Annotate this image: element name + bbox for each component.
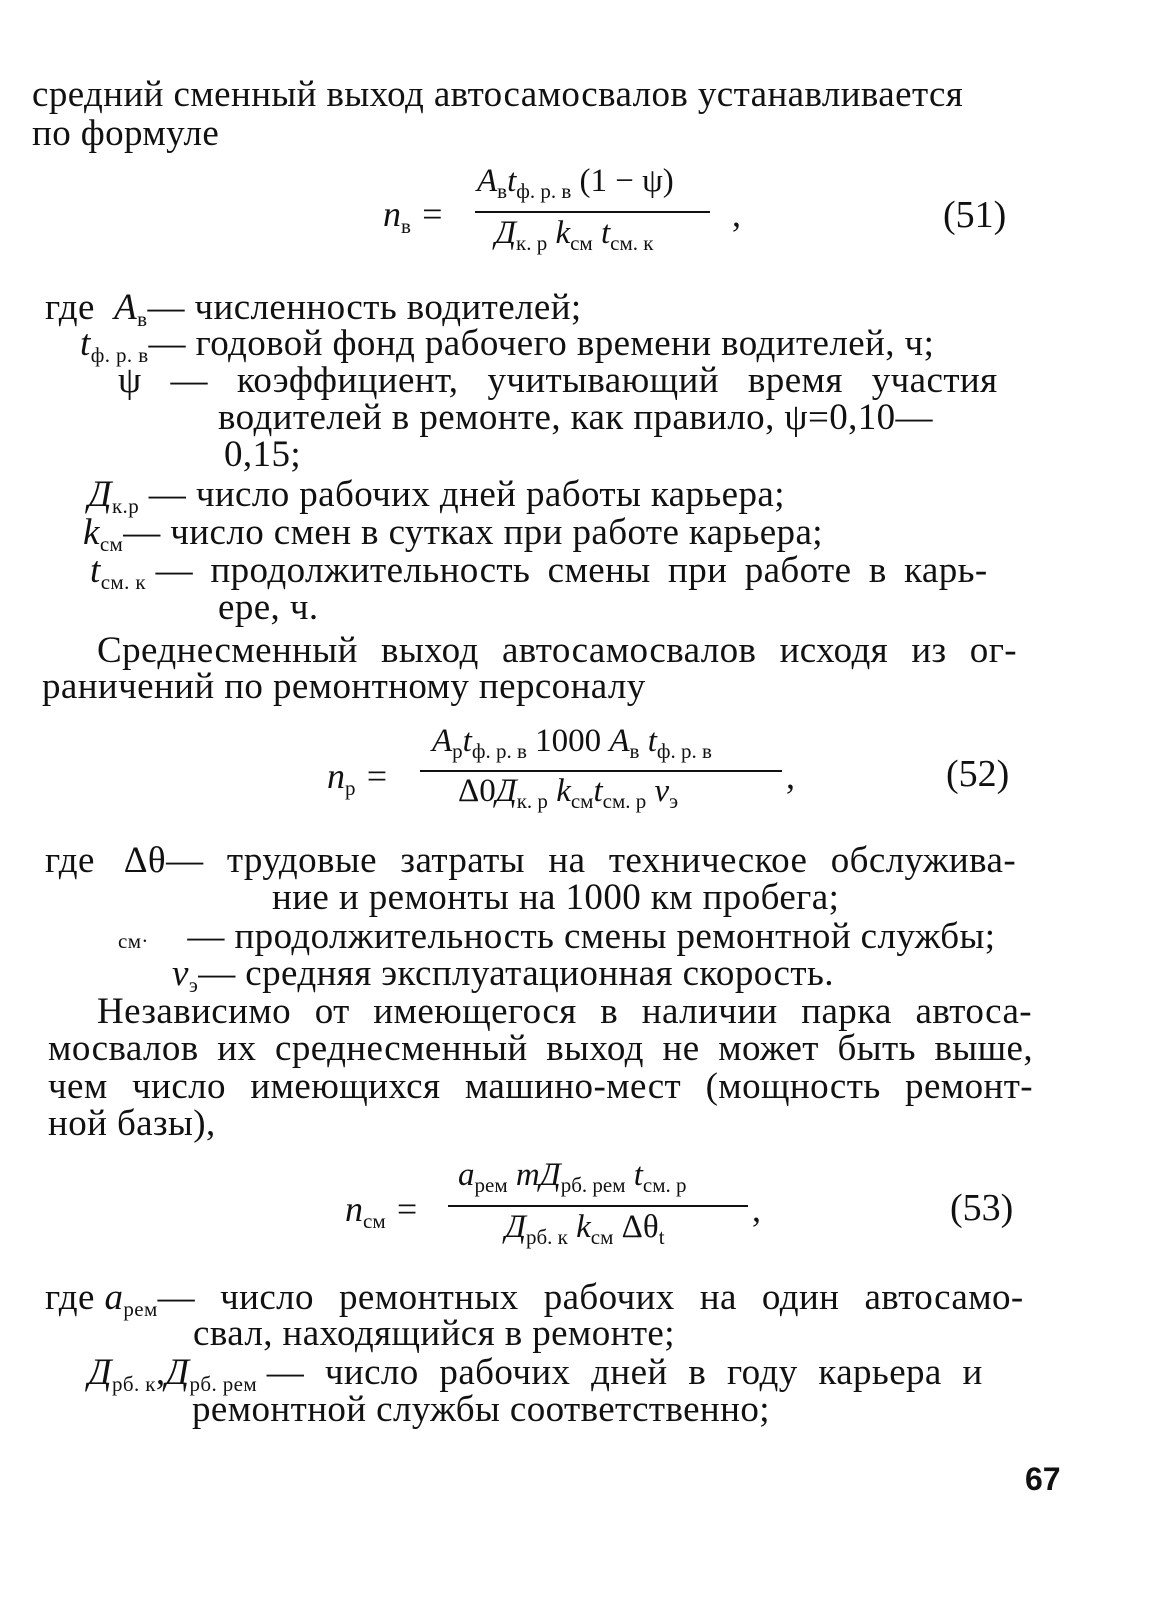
formula-51-numerator: $A_вt_{ф. р. в}$ (1 − ψ) <box>477 163 674 203</box>
formula-53-denominator: $Д_{рб. к}$ $k_{см}$ $\Delta\theta_t$ <box>505 1209 665 1249</box>
formula-52-denominator: $\Delta 0Д_{к. р}$ $k_{см}t_{см. р}$ $v_э$ <box>458 773 679 813</box>
def-dkr: $Д_{к.р}$ — число рабочих дней работы карьера; <box>88 474 785 518</box>
para3-line-1: Независимо от имеющегося в наличии парка автоса- <box>97 991 1032 1032</box>
def-tsmk-cont: ере, ч. <box>218 587 319 628</box>
para3-line-3: чем число имеющихся машино-мест (мощность ремонт- <box>48 1066 1033 1107</box>
para2-line-2: раничений по ремонтному персоналу <box>42 666 646 707</box>
def-tfrv: $t_{ф. р. в}—$ годовой фонд рабочего времени водителей, ч; <box>80 323 935 367</box>
def-delta-theta-cont: ние и ремонты на 1000 км пробега; <box>272 877 840 918</box>
formula-52-fraction-bar <box>420 770 782 772</box>
def-psi-cont-2: 0,15; <box>224 434 302 475</box>
formula-53-lhs: $n_{см}$ = <box>345 1189 419 1233</box>
def-delta-theta: где Δθ— трудовые затраты на техническое обслужива- <box>45 840 1017 881</box>
formula-52-comma: , <box>786 756 795 796</box>
formula-51-comma: , <box>732 194 741 234</box>
formula-53-numerator: $a_{рем}$ $mД_{рб. рем}$ $t_{см. р}$ <box>458 1157 687 1197</box>
para3-line-2: мосвалов их среднесменный выход не может быть выше, <box>48 1028 1033 1069</box>
def-ksm: $k_{см}—$ число смен в сутках при работе карьера; <box>83 512 823 556</box>
para2-line-1: Среднесменный выход автосамосвалов исходя из ог- <box>97 630 1017 671</box>
formula-53-comma: , <box>752 1189 761 1229</box>
formula-52-lhs: $n_р$ = <box>327 756 389 800</box>
equation-number-53: (53) <box>950 1187 1014 1229</box>
def-av: где $A_в—$ численность водителей; <box>45 287 582 331</box>
def-arem-cont: свал, находящийся в ремонте; <box>193 1313 675 1354</box>
page-number: 67 <box>1025 1461 1061 1497</box>
equation-number-51: (51) <box>943 194 1007 236</box>
para3-line-4: ной базы), <box>48 1103 216 1144</box>
intro-line-2: по формуле <box>32 113 220 154</box>
def-drb: $Д_{рб. к},Д_{рб. рем}$ — число рабочих дней в году карьера и <box>88 1352 983 1396</box>
formula-52-numerator: $A_рt_{ф. р. в}$ 1000 $A_в$ $t_{ф. р. в}$ <box>432 723 712 763</box>
def-psi-cont-1: водителей в ремонте, как правило, ψ=0,10— <box>218 397 933 438</box>
formula-51-fraction-bar <box>475 211 710 213</box>
def-tsmk: $t_{см. к}$ — продолжительность смены при работе в карь- <box>90 550 988 594</box>
def-psi: ψ — коэффициент, учитывающий время участия <box>118 360 998 401</box>
formula-51-lhs: $n_в$ = <box>383 194 445 238</box>
def-sm: см· — продолжительность смены ремонтной службы; <box>118 916 996 957</box>
equation-number-52: (52) <box>946 753 1010 795</box>
def-drb-cont: ремонтной службы соответственно; <box>192 1389 770 1430</box>
def-ve: $v_э—$ средняя эксплуатационная скорость. <box>172 953 834 997</box>
def-arem: где $a_{рем}—$ число ремонтных рабочих на один автосамо- <box>45 1277 1024 1321</box>
formula-53-fraction-bar <box>448 1205 748 1207</box>
formula-51-denominator: $Д_{к. р}$ $k_{см}$ $t_{см. к}$ <box>495 215 654 255</box>
intro-line-1: средний сменный выход автосамосвалов устанавливается <box>32 74 964 115</box>
